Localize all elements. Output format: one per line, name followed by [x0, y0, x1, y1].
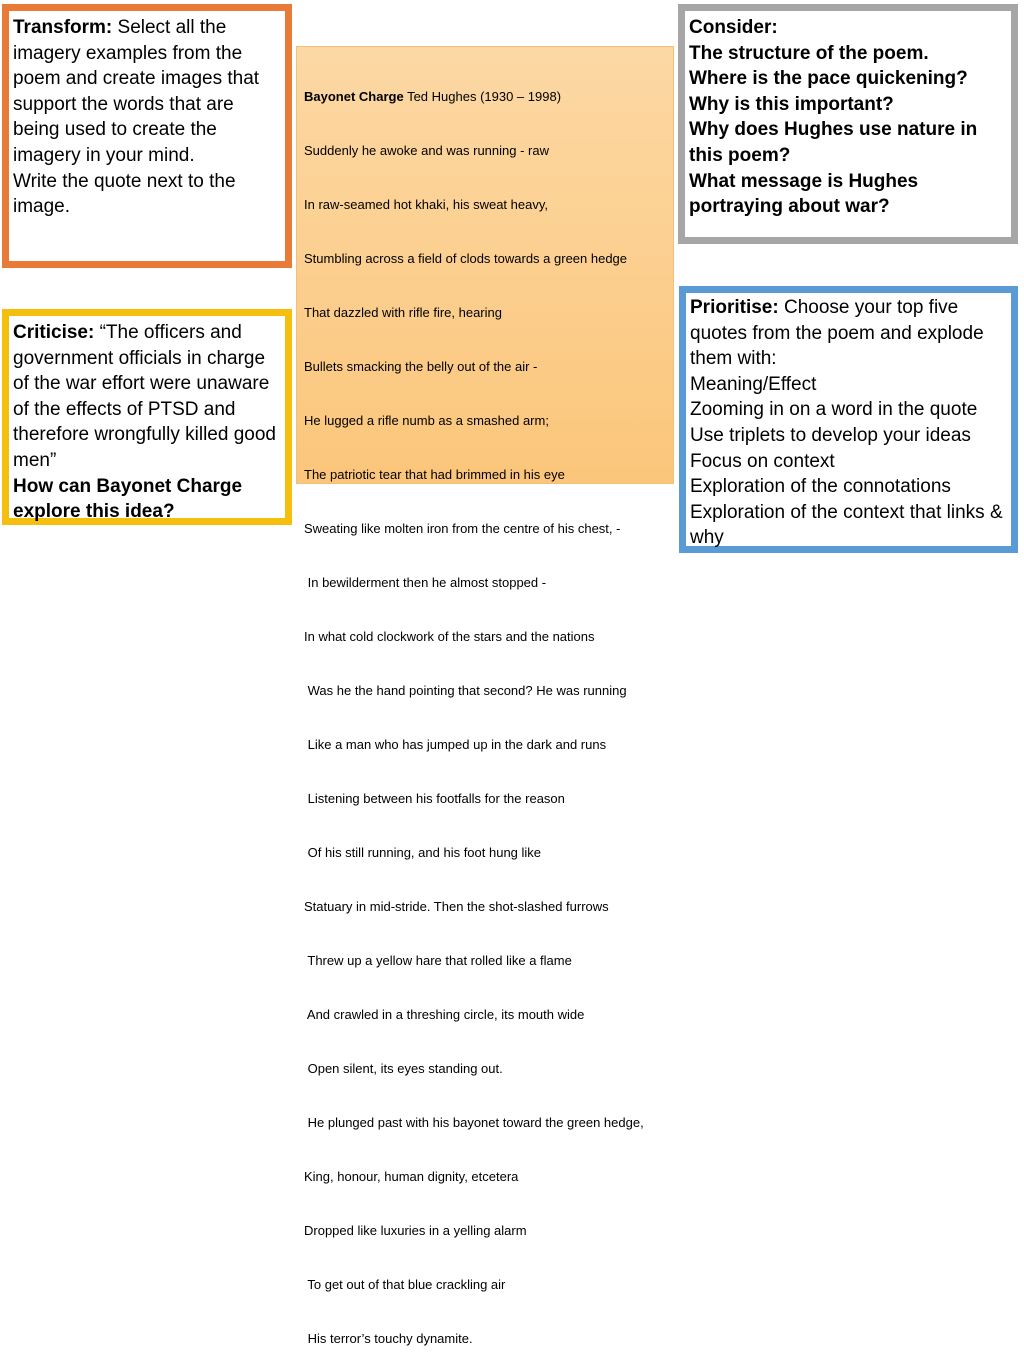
consider-item: What message is Hughes portraying about war?: [689, 170, 919, 218]
prioritise-item: Meaning/Effect: [690, 373, 817, 395]
poem-line: Bullets smacking the belly out of the air -: [304, 359, 538, 374]
poem-title-line: [304, 88, 667, 106]
poem-line: That dazzled with rifle fire, hearing: [304, 305, 502, 320]
poem-line: Of his still running, and his foot hung like: [304, 845, 542, 860]
prioritise-task-box: [679, 286, 1018, 553]
transform-text: [13, 15, 281, 220]
poem-line: Suddenly he awoke and was running - raw: [304, 143, 549, 158]
prioritise-item: Exploration of the connotations: [690, 476, 951, 498]
poem-title: Bayonet Charge: [304, 89, 404, 104]
criticise-text: [13, 320, 281, 525]
criticise-question: How can Bayonet Charge explore this idea?: [13, 475, 243, 523]
prioritise-body: Choose your top five quotes from the poem and explode them with:: [690, 297, 984, 370]
consider-item: The structure of the poem.: [689, 42, 929, 64]
poem-line: In raw-seamed hot khaki, his sweat heavy,: [304, 197, 548, 212]
prioritise-item: Exploration of the context that links & why: [690, 501, 1003, 549]
transform-body: Select all the imagery examples from the poem and create images that support the words that are being used to create the imagery in your mind.: [13, 17, 260, 166]
poem-line: To get out of that blue crackling air: [304, 1277, 506, 1292]
criticise-heading: Criticise:: [13, 322, 95, 343]
poem-line: Stumbling across a field of clods towards a green hedge: [304, 251, 628, 266]
consider-text: [689, 15, 1007, 220]
prioritise-item: Zooming in on a word in the quote: [690, 399, 978, 421]
poem-line: Was he the hand pointing that second? He was running: [304, 683, 627, 698]
poem-line: And crawled in a threshing circle, its mouth wide: [304, 1007, 585, 1022]
poem-line: King, honour, human dignity, etcetera: [304, 1169, 519, 1184]
poem-line: The patriotic tear that had brimmed in his eye: [304, 467, 565, 482]
poem-line: He lugged a rifle numb as a smashed arm;: [304, 413, 549, 428]
poem-line: Open silent, its eyes standing out.: [304, 1061, 503, 1076]
consider-item: Where is the pace quickening?: [689, 68, 968, 90]
poem-line: In bewilderment then he almost stopped -: [304, 575, 547, 590]
transform-instruction: Write the quote next to the image.: [13, 170, 236, 218]
poem-line: In what cold clockwork of the stars and the nations: [304, 629, 595, 644]
criticise-task-box: [2, 309, 292, 525]
prioritise-heading: Prioritise:: [690, 297, 779, 318]
poem-line: Dropped like luxuries in a yelling alarm: [304, 1223, 527, 1238]
prioritise-item: Use triplets to develop your ideas: [690, 424, 971, 446]
prioritise-text: [690, 295, 1007, 551]
poem-author: Ted Hughes (1930 – 1998): [403, 89, 562, 104]
poem-line: His terror’s touchy dynamite.: [304, 1331, 473, 1346]
poem-line: Statuary in mid-stride. Then the shot-slashed furrows: [304, 899, 609, 914]
criticise-quote: “The officers and government officials in charge of the war effort were unaware of the effects of PTSD and therefore wrongfully killed good men”: [13, 322, 276, 471]
poem-text-box: [296, 46, 674, 1346]
transform-heading: Transform:: [13, 17, 113, 38]
transform-task-box: [2, 4, 292, 268]
consider-heading: Consider:: [689, 17, 778, 38]
poem-line: Listening between his footfalls for the reason: [304, 791, 565, 806]
consider-task-box: [678, 4, 1018, 244]
consider-item: Why does Hughes use nature in this poem?: [689, 119, 978, 166]
consider-item: Why is this important?: [689, 93, 894, 115]
poem-line: Like a man who has jumped up in the dark and runs: [304, 737, 607, 752]
poem-line: Threw up a yellow hare that rolled like a flame: [304, 953, 572, 968]
poem-line: He plunged past with his bayonet toward the green hedge,: [304, 1115, 644, 1130]
poem-line: Sweating like molten iron from the centre of his chest, -: [304, 521, 621, 536]
prioritise-item: Focus on context: [690, 450, 835, 472]
